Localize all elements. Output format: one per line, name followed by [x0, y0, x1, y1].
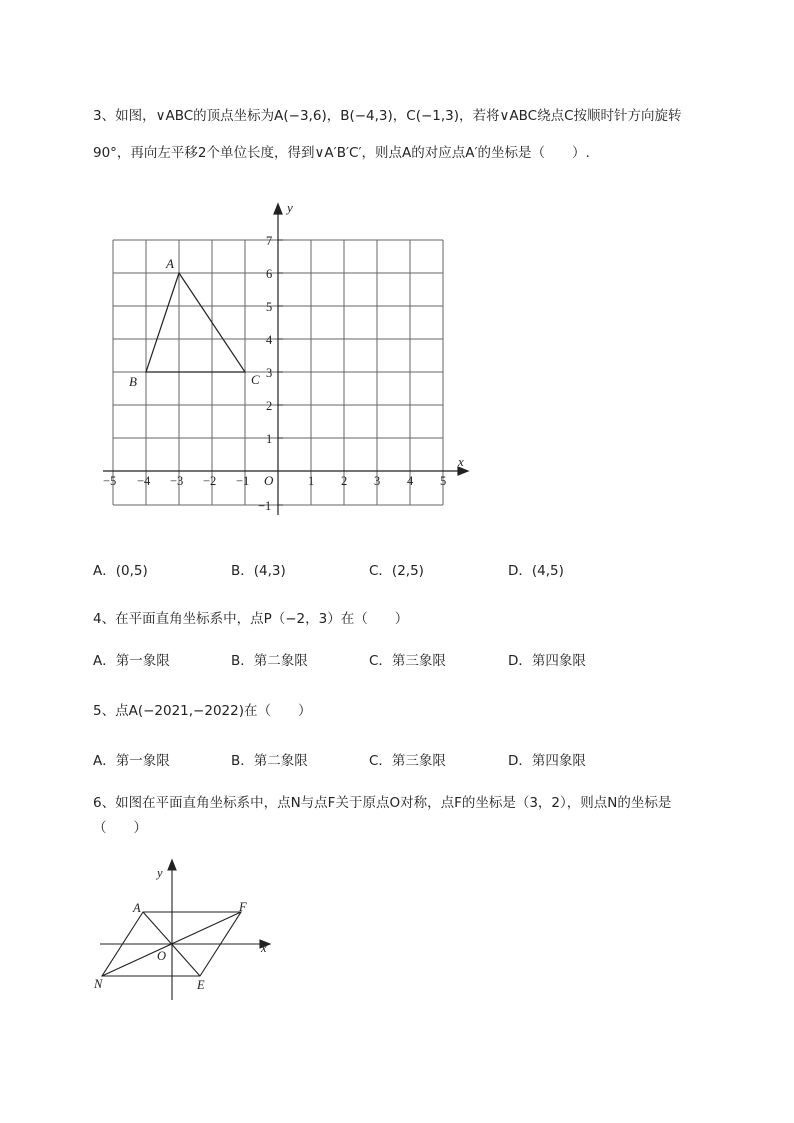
x-tick-label: 2: [341, 474, 348, 488]
point-e-label: E: [197, 978, 205, 992]
x-axis-label: x: [458, 454, 464, 469]
y-tick-label: −1: [258, 499, 272, 513]
point-a-label: A: [166, 256, 174, 271]
x-tick-label: 5: [440, 474, 447, 488]
point-n-label: N: [94, 977, 103, 991]
q5-option-a[interactable]: A．第一象限: [93, 753, 170, 769]
y-tick-label: 2: [266, 399, 273, 413]
x-tick-label: −1: [236, 474, 250, 488]
q6-figure-parallelogram: [90, 855, 280, 1005]
triangle-abc: [146, 273, 245, 372]
y-tick-label: 7: [266, 234, 273, 248]
x-tick-label: −3: [170, 474, 184, 488]
y-tick-label: 1: [266, 432, 273, 446]
y-tick-label: 6: [266, 267, 273, 281]
point-c-label: C: [251, 372, 260, 387]
x-tick-label: −5: [103, 474, 117, 488]
x-tick-label: 3: [374, 474, 381, 488]
x-tick-label: 4: [407, 474, 414, 488]
q3-text-line2: 90°，再向左平移2个单位长度，得到∨A′B′C′，则点A的对应点A′的坐标是（ ）.: [93, 145, 590, 161]
y-axis-label: y: [287, 200, 293, 215]
q3-option-c[interactable]: C．(2,5): [369, 563, 424, 579]
y-tick-label: 5: [266, 300, 273, 314]
q4-option-c[interactable]: C．第三象限: [369, 653, 446, 669]
q4-option-d[interactable]: D．第四象限: [508, 653, 586, 669]
x-tick-label: −4: [137, 474, 151, 488]
q3-option-a[interactable]: A．(0,5): [93, 563, 148, 579]
q4-text: 4、在平面直角坐标系中，点P（−2，3）在（ ）: [93, 611, 409, 627]
q4-option-a[interactable]: A．第一象限: [93, 653, 170, 669]
q6-text-line2: （ ）: [93, 820, 147, 836]
q5-option-d[interactable]: D．第四象限: [508, 753, 586, 769]
point-b-label: B: [129, 374, 137, 389]
q4-option-b[interactable]: B．第二象限: [231, 653, 308, 669]
y-axis-arrow-icon: [274, 204, 282, 214]
q5-option-c[interactable]: C．第三象限: [369, 753, 446, 769]
x-axis-label: x: [261, 941, 267, 955]
y-axis-label: y: [157, 866, 163, 880]
q6-text-line1: 6、如图在平面直角坐标系中，点N与点F关于原点O对称，点F的坐标是（3，2），则点N的坐标是: [93, 795, 672, 811]
q3-figure-coordinate-grid: [95, 195, 480, 525]
q3-option-d[interactable]: D．(4,5): [508, 563, 564, 579]
x-tick-label: 1: [308, 474, 315, 488]
q3-option-b[interactable]: B．(4,3): [231, 563, 286, 579]
point-a-label: A: [133, 901, 141, 915]
origin-label: O: [157, 949, 167, 963]
q5-option-b[interactable]: B．第二象限: [231, 753, 308, 769]
x-tick-label: −2: [203, 474, 217, 488]
q5-text: 5、点A(−2021,−2022)在（ ）: [93, 703, 312, 719]
q3-text-line1: 3、如图，∨ABC的顶点坐标为A(−3,6)，B(−4,3)，C(−1,3)，若将∨ABC绕点C按顺时针方向旋转: [93, 108, 682, 124]
point-f-label: F: [239, 900, 247, 914]
origin-label: O: [264, 473, 274, 488]
y-axis-arrow-icon: [168, 860, 176, 870]
y-tick-label: 4: [266, 333, 273, 347]
y-tick-label: 3: [266, 366, 273, 380]
x-tick-labels: [103, 474, 446, 488]
